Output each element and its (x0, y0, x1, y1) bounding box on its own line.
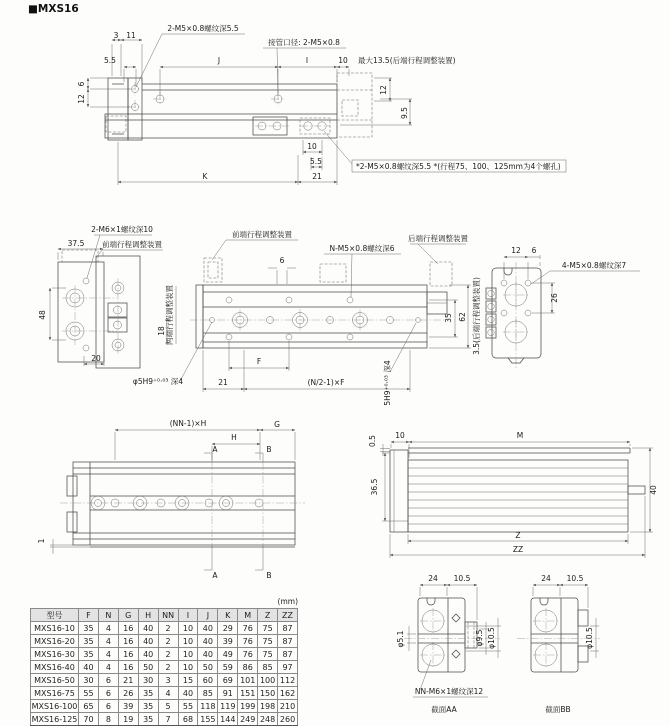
d2l-note-thread: 2-M6×1螺纹深10 (91, 225, 153, 234)
d1-note-port: 接管口径: 2-M5×0.8 (268, 38, 340, 47)
drawing-bottom-elevation-view (380, 442, 653, 558)
col-header: Z (258, 609, 278, 622)
d3l-section-b-top: B (266, 445, 272, 454)
value-cell: 10 (178, 648, 198, 661)
d2l-dim-20: 20 (91, 354, 101, 363)
table-header-row (31, 609, 298, 622)
model-cell: MXS16-10 (31, 622, 79, 635)
value-cell: 40 (178, 687, 198, 700)
d2l-dim-48: 48 (38, 310, 47, 320)
d1-dim-i: I (305, 56, 309, 65)
value-cell: 162 (278, 687, 298, 700)
dimension-table-wrap (30, 608, 298, 726)
table-row (31, 622, 298, 635)
table-row (31, 635, 298, 648)
d1-note-stroke: *2-M5×0.8螺纹深5.5 *(行程75、100、125mm为4个螺孔) (356, 162, 561, 171)
model-cell: MXS16-30 (31, 648, 79, 661)
d2p-label-front-adjuster: 前端行程调整装置 (232, 230, 292, 239)
value-cell: 49 (218, 648, 238, 661)
d2p-label-both-adjusters: 两端行程调整装置 (165, 285, 174, 345)
d3r-dim-0-5: 0.5 (368, 435, 377, 447)
value-cell: 8 (98, 713, 118, 726)
value-cell: 85 (258, 661, 278, 674)
d2p-dim-18: 18 (157, 326, 166, 336)
value-cell: 151 (238, 687, 258, 700)
value-cell: 60 (198, 674, 218, 687)
aa-dia-10-5: φ10.5 (487, 627, 496, 649)
value-cell: 150 (258, 687, 278, 700)
d3r-dim-z: Z (515, 531, 521, 540)
aa-dia-5-1: φ5.1 (396, 630, 405, 648)
table-row (31, 687, 298, 700)
d1-dim-10-bottom: 10 (307, 142, 317, 151)
model-cell: MXS16-100 (31, 701, 78, 711)
table-row (31, 661, 298, 674)
value-cell: 68 (178, 713, 198, 726)
d1-dim-k: K (202, 172, 208, 181)
value-cell: 10 (178, 622, 198, 635)
d2e-dim-6: 6 (531, 246, 537, 255)
value-cell: 199 (238, 700, 258, 713)
value-cell: 30 (79, 674, 99, 687)
value-cell: 35 (79, 635, 99, 648)
value-cell: 21 (118, 674, 138, 687)
d3l-section-a-bottom: A (212, 571, 218, 580)
aa-note-nnm6: NN-M6×1螺纹深12 (414, 687, 484, 696)
value-cell: 16 (118, 648, 138, 661)
bb-caption: 截面BB (545, 705, 571, 714)
d3l-dim-1: 1 (37, 538, 46, 544)
col-header: M (238, 609, 258, 622)
d1-dim-10-top: 10 (338, 56, 348, 65)
table-row (31, 674, 298, 687)
value-cell: 40 (198, 635, 218, 648)
d3r-dim-40: 40 (649, 485, 658, 495)
d3l-section-a-top: A (212, 445, 218, 454)
bb-dia-10-5: φ10.5 (585, 627, 594, 649)
value-cell: 2 (158, 648, 178, 661)
value-cell: 35 (79, 622, 99, 635)
value-cell: 35 (138, 713, 158, 726)
model-cell: MXS16-125 (31, 713, 79, 726)
value-cell: 55 (178, 700, 198, 713)
value-cell: 4 (98, 661, 118, 674)
value-cell: 16 (118, 635, 138, 648)
value-cell: 50 (138, 661, 158, 674)
value-cell: 76 (238, 622, 258, 635)
d2l-label-front-adjuster: 前端行程调整装置 (102, 240, 162, 249)
page-title: ■MXS16 (28, 3, 79, 15)
value-cell: 101 (238, 674, 258, 687)
value-cell: 155 (198, 713, 218, 726)
value-cell: 19 (118, 713, 138, 726)
d2l-dim-37-5: 37.5 (67, 239, 85, 248)
col-header: K (218, 609, 238, 622)
value-cell: 55 (79, 687, 99, 700)
dimension-table (30, 608, 298, 726)
col-header: I (178, 609, 198, 622)
d1-dim-6-left: 6 (77, 81, 86, 87)
col-header: G (118, 609, 138, 622)
value-cell: 97 (278, 661, 298, 674)
value-cell: 40 (79, 661, 99, 674)
col-header: ZZ (278, 609, 298, 622)
value-cell: 4 (158, 687, 178, 700)
d1-dim-j: J (217, 56, 221, 65)
d2p-dim-62: 62 (458, 312, 467, 322)
d2p-note-5h9-left: φ5H9⁺⁰·⁰³ 深4 (132, 377, 184, 386)
value-cell: 248 (258, 713, 278, 726)
bb-dim-10-5: 10.5 (566, 574, 584, 583)
value-cell: 86 (238, 661, 258, 674)
d3l-dim-h: H (231, 433, 237, 442)
drawing-plan-left-end-view (50, 235, 163, 368)
value-cell: 35 (138, 700, 158, 713)
d1-dim-5-5-bottom: 5.5 (310, 157, 322, 166)
value-cell: 76 (238, 635, 258, 648)
value-cell: 3 (158, 674, 178, 687)
value-cell: 210 (278, 700, 298, 713)
value-cell: 118 (198, 700, 218, 713)
value-cell: 40 (138, 622, 158, 635)
d2p-note-nm5: N-M5×0.8螺纹深6 (329, 244, 395, 253)
bb-dim-24: 24 (541, 574, 551, 583)
table-row (31, 700, 298, 713)
d3r-dim-zz: ZZ (512, 545, 524, 554)
value-cell: 10 (178, 661, 198, 674)
value-cell: 39 (118, 700, 138, 713)
d2p-dim-n2f: (N/2-1)×F (307, 378, 345, 387)
aa-caption: 截面AA (431, 705, 457, 714)
table-row (31, 648, 298, 661)
model-cell: MXS16-75 (31, 687, 79, 700)
aa-dia-9-5: φ9.5 (475, 629, 484, 647)
d1-dim-9-5-right: 9.5 (400, 107, 409, 119)
value-cell: 39 (218, 635, 238, 648)
value-cell: 10 (178, 635, 198, 648)
value-cell: 35 (79, 648, 99, 661)
value-cell: 30 (138, 674, 158, 687)
d1-dim-21: 21 (312, 172, 322, 181)
value-cell: 40 (138, 635, 158, 648)
drawing-plan-right-end-view (486, 255, 640, 368)
value-cell: 4 (98, 648, 118, 661)
aa-dim-10-5: 10.5 (453, 574, 471, 583)
value-cell: 85 (198, 687, 218, 700)
col-header: 型号 (31, 609, 79, 622)
value-cell: 91 (218, 687, 238, 700)
d3l-dim-g: G (274, 420, 280, 429)
value-cell: 16 (118, 622, 138, 635)
value-cell: 5 (158, 700, 178, 713)
value-cell: 7 (158, 713, 178, 726)
drawing-plan-view (165, 240, 471, 392)
value-cell: 87 (278, 622, 298, 635)
value-cell: 260 (278, 713, 298, 726)
col-header: F (79, 609, 99, 622)
d1-dim-12-right: 12 (379, 85, 388, 95)
col-header: NN (158, 609, 178, 622)
value-cell: 75 (258, 635, 278, 648)
d1-dim-11: 11 (126, 31, 136, 40)
value-cell: 2 (158, 635, 178, 648)
d3l-section-b-bottom: B (266, 571, 272, 580)
value-cell: 112 (278, 674, 298, 687)
unit-label: (mm) (277, 597, 298, 606)
value-cell: 100 (258, 674, 278, 687)
value-cell: 119 (218, 700, 238, 713)
d2p-note-5h9-right: 5H9⁺⁰·⁰³ 深4 (383, 360, 392, 406)
value-cell: 70 (79, 713, 99, 726)
value-cell: 144 (218, 713, 238, 726)
value-cell: 198 (258, 700, 278, 713)
d3r-dim-10: 10 (395, 431, 405, 440)
value-cell: 6 (98, 674, 118, 687)
value-cell: 2 (158, 661, 178, 674)
value-cell: 76 (238, 648, 258, 661)
d1-note-max: 最大13.5(后端行程调整装置) (358, 56, 456, 65)
d2e-note-4m5: 4-M5×0.8螺纹深7 (561, 261, 627, 270)
table-row (31, 713, 298, 726)
d1-dim-12-left: 12 (77, 94, 86, 104)
value-cell: 69 (218, 674, 238, 687)
value-cell: 26 (118, 687, 138, 700)
d1-dim-3: 3 (113, 31, 119, 40)
value-cell: 15 (178, 674, 198, 687)
value-cell: 65 (79, 700, 99, 713)
d2e-dim-26: 26 (550, 293, 559, 303)
value-cell: 87 (278, 635, 298, 648)
value-cell: 6 (98, 687, 118, 700)
col-header: J (198, 609, 218, 622)
d2p-label-rear-vertical: 3.5(后端行程调整装置) (472, 277, 481, 355)
d3r-dim-36-5: 36.5 (370, 478, 379, 496)
d2p-dim-21: 21 (218, 378, 228, 387)
d1-dim-5-5-top: 5.5 (104, 56, 116, 65)
d3l-dim-nn1h: (NN-1)×H (169, 419, 207, 428)
aa-dim-24: 24 (428, 574, 438, 583)
model-cell: MXS16-20 (31, 635, 79, 648)
model-cell: MXS16-40 (31, 661, 79, 674)
value-cell: 16 (118, 661, 138, 674)
value-cell: 2 (158, 622, 178, 635)
value-cell: 87 (278, 648, 298, 661)
d2e-dim-12: 12 (511, 246, 521, 255)
value-cell: 50 (198, 661, 218, 674)
d1-note-thread-top: 2-M5×0.8螺纹深5.5 (167, 24, 239, 33)
value-cell: 40 (198, 622, 218, 635)
d3r-dim-m: M (516, 431, 524, 440)
value-cell: 29 (218, 622, 238, 635)
value-cell: 249 (238, 713, 258, 726)
col-header: N (98, 609, 118, 622)
col-header: H (138, 609, 158, 622)
value-cell: 6 (98, 700, 118, 713)
value-cell: 4 (98, 622, 118, 635)
value-cell: 4 (98, 635, 118, 648)
value-cell: 40 (198, 648, 218, 661)
value-cell: 75 (258, 648, 278, 661)
model-cell: MXS16-50 (31, 674, 79, 687)
d2p-dim-f: F (256, 357, 262, 366)
d2p-label-rear-adjuster: 后端行程调整装置 (408, 234, 468, 243)
value-cell: 40 (138, 648, 158, 661)
value-cell: 59 (218, 661, 238, 674)
d2p-dim-35: 35 (444, 313, 453, 323)
value-cell: 75 (258, 622, 278, 635)
d2p-dim-6: 6 (279, 256, 285, 265)
value-cell: 35 (138, 687, 158, 700)
